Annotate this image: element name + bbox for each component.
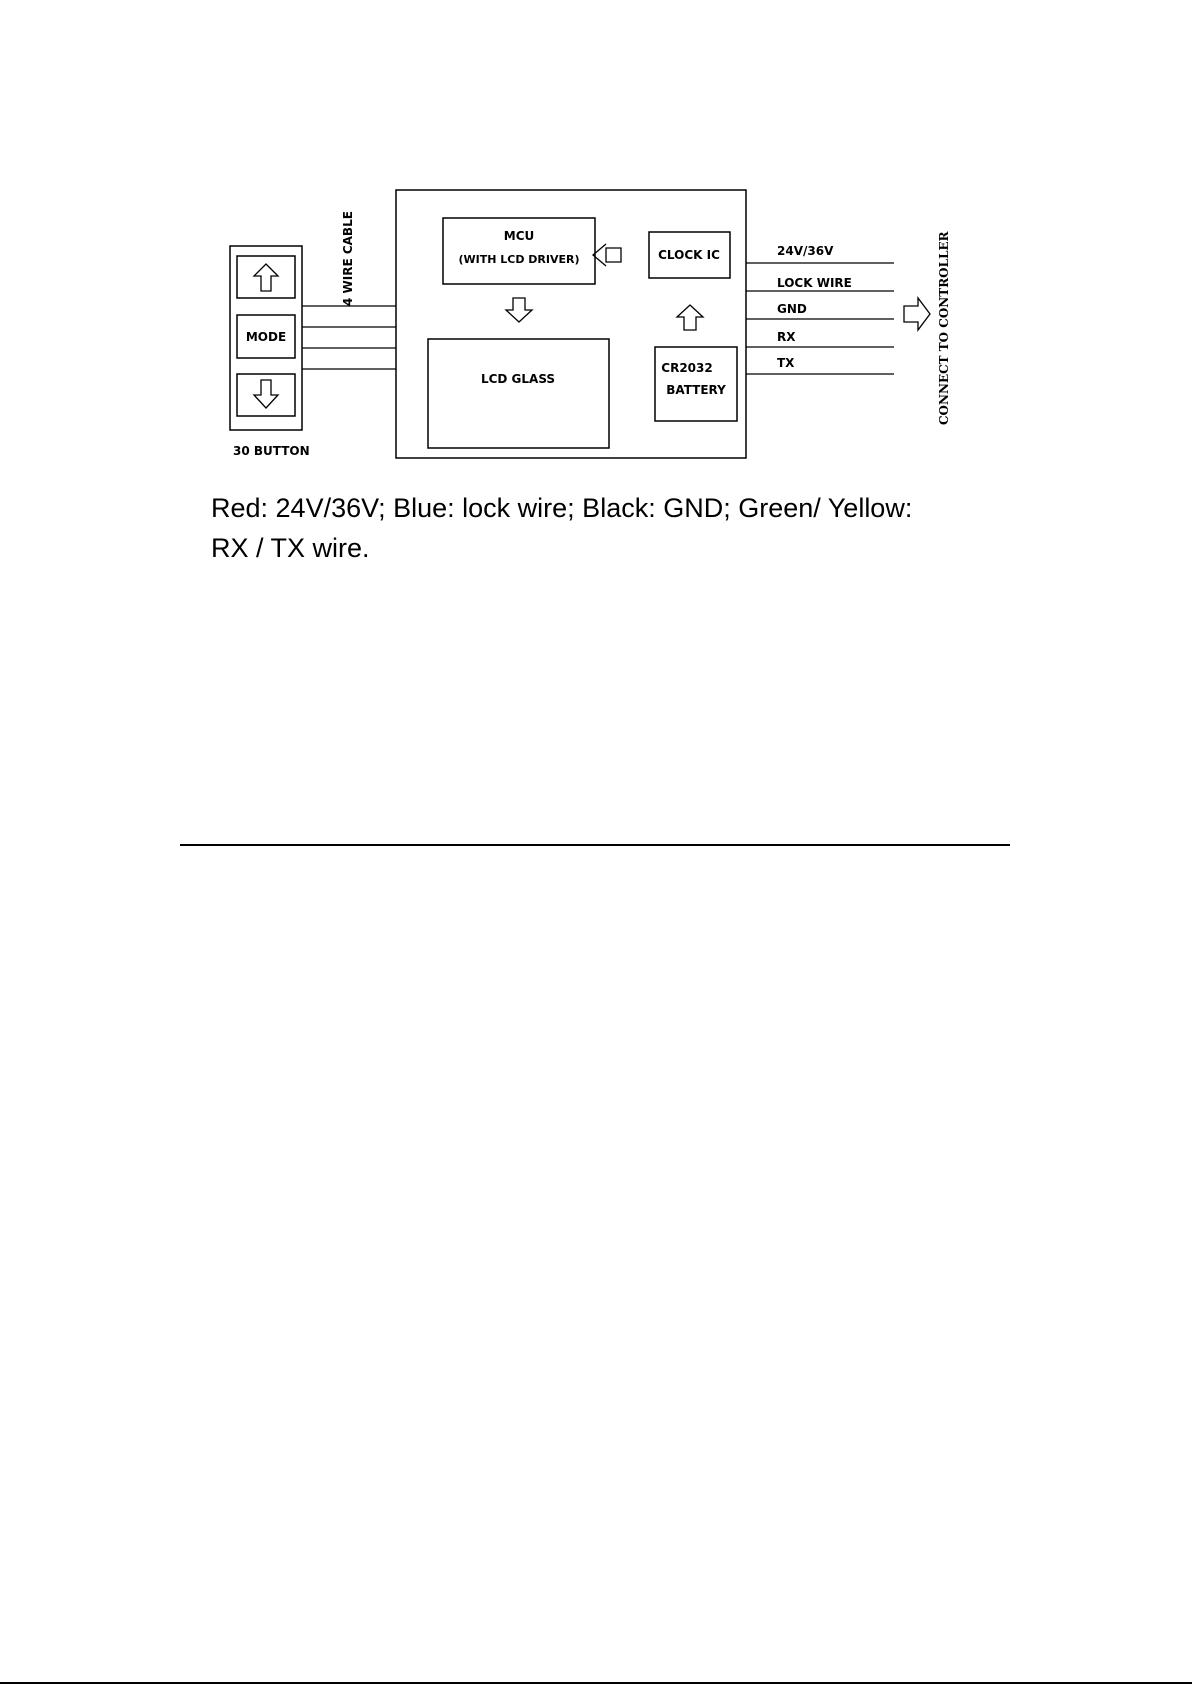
button-panel-caption: 30 BUTTON <box>233 444 310 458</box>
wire-label-tx: TX <box>777 356 795 370</box>
right-arrow-icon <box>904 298 930 330</box>
wire-label-gnd: GND <box>777 302 807 316</box>
main-module <box>396 190 746 458</box>
mode-label: MODE <box>245 330 287 344</box>
down-flow-arrow-icon <box>506 298 532 322</box>
footer-rule <box>0 1682 1192 1684</box>
wire-label-lock: LOCK WIRE <box>777 276 852 290</box>
wire-label-24v: 24V/36V <box>777 244 834 258</box>
down-arrow-icon <box>254 380 278 408</box>
caption-line-1: Red: 24V/36V; Blue: lock wire; Black: GND; Green/ Yellow: <box>211 493 913 523</box>
diagram-caption <box>211 488 1011 568</box>
block-diagram <box>0 0 1192 480</box>
lcd-glass-label: LCD GLASS <box>480 372 556 386</box>
lcd-glass-block <box>428 339 609 448</box>
wire-label-rx: RX <box>777 330 796 344</box>
connect-label: CONNECT TO CONTROLLER <box>937 231 951 425</box>
left-arrow-icon <box>593 244 621 266</box>
caption-line-2: RX / TX wire. <box>211 533 370 563</box>
up-arrow-icon <box>254 264 278 291</box>
battery-label-2: BATTERY <box>666 383 726 397</box>
horizontal-rule <box>180 844 1010 846</box>
mcu-block <box>443 218 595 284</box>
mcu-subtitle: (WITH LCD DRIVER) <box>458 253 580 266</box>
clock-ic-label: CLOCK IC <box>658 248 720 262</box>
battery-label-1: CR2032 <box>661 361 713 375</box>
up-button <box>237 256 295 298</box>
mcu-title: MCU <box>503 229 535 243</box>
cable-label: 4 WIRE CABLE <box>341 211 355 306</box>
up-flow-arrow-icon <box>677 305 703 330</box>
